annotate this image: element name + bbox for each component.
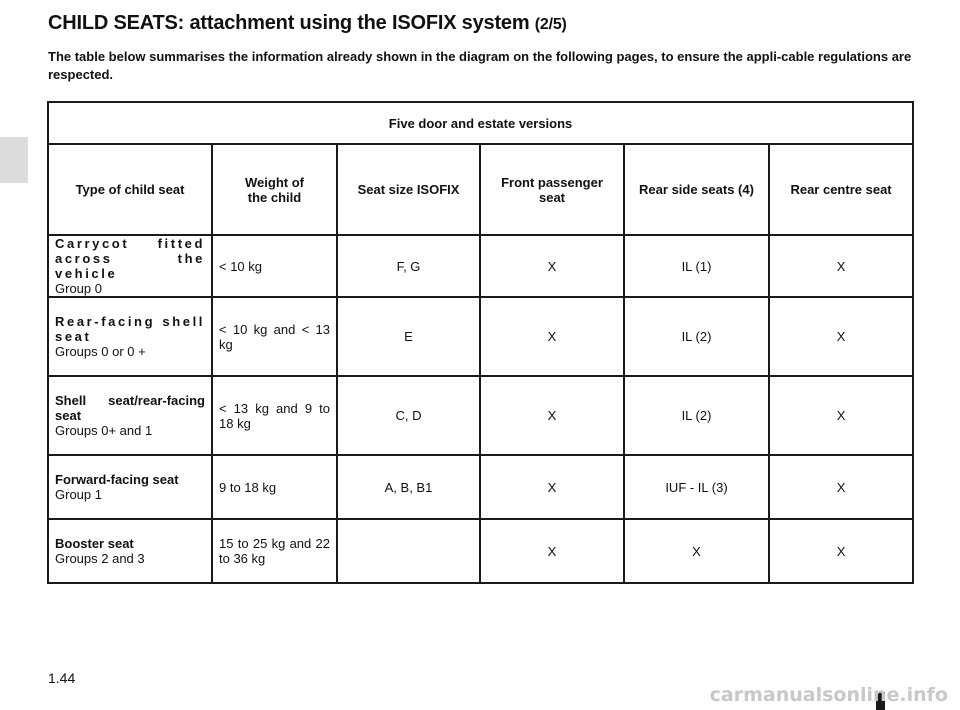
row-front: X (480, 376, 624, 455)
type-group: Group 0 (55, 281, 102, 296)
col-header-type: Type of child seat (48, 144, 212, 235)
row-front: X (480, 519, 624, 583)
row-weight: 15 to 25 kg and 22 to 36 kg (212, 519, 337, 583)
row-size: F, G (337, 235, 480, 297)
table-row (48, 376, 913, 455)
row-rear-centre: X (769, 235, 913, 297)
row-rear-centre: X (769, 376, 913, 455)
page-title (48, 12, 567, 35)
row-weight: < 10 kg (212, 235, 337, 297)
type-group: Groups 0 or 0 + (55, 344, 146, 359)
row-rear-centre: X (769, 455, 913, 519)
row-type (48, 235, 212, 297)
col-header-rear-side: Rear side seats (4) (624, 144, 769, 235)
table-row (48, 519, 913, 583)
page-title-part: (2/5) (534, 16, 567, 33)
col-header-rear-centre: Rear centre seat (769, 144, 913, 235)
type-group: Groups 2 and 3 (55, 551, 145, 566)
type-name: Carrycot fitted across the vehicle (55, 236, 205, 281)
table-row (48, 455, 913, 519)
row-rear-side: IL (2) (624, 297, 769, 376)
table-row (48, 235, 913, 297)
row-rear-side: IL (1) (624, 235, 769, 297)
row-weight: 9 to 18 kg (212, 455, 337, 519)
page-title-text: CHILD SEATS: attachment using the ISOFIX system (48, 12, 530, 34)
row-front: X (480, 455, 624, 519)
isofix-table (47, 101, 914, 584)
row-rear-side: X (624, 519, 769, 583)
intro-text: The table below summarises the information already shown in the diagram on the following pages, to ensure the appli-cable regulations are respected. (48, 49, 912, 82)
type-name: Rear-facing shell seat (55, 314, 205, 344)
row-size: A, B, B1 (337, 455, 480, 519)
col-header-size: Seat size ISOFIX (337, 144, 480, 235)
row-weight: < 13 kg and 9 to 18 kg (212, 376, 337, 455)
row-rear-centre: X (769, 519, 913, 583)
page-number: 1.44 (48, 670, 76, 686)
row-type (48, 519, 212, 583)
row-size: E (337, 297, 480, 376)
type-name: Booster seat (55, 536, 134, 551)
column-header-row (48, 144, 913, 235)
row-type (48, 376, 212, 455)
table-row (48, 297, 913, 376)
type-name: Forward-facing seat (55, 472, 179, 487)
row-type (48, 455, 212, 519)
row-rear-centre: X (769, 297, 913, 376)
type-group: Groups 0+ and 1 (55, 423, 153, 438)
col-header-weight: Weight of the child (212, 144, 337, 235)
versions-header: Five door and estate versions (48, 102, 913, 144)
versions-header-row (48, 102, 913, 144)
row-rear-side: IUF - IL (3) (624, 455, 769, 519)
row-front: X (480, 297, 624, 376)
row-type (48, 297, 212, 376)
chapter-tab (0, 137, 28, 183)
watermark: carmanualsonline.info (709, 684, 948, 706)
row-front: X (480, 235, 624, 297)
type-name: Shell seat/rear-facing seat (55, 393, 205, 423)
type-group: Group 1 (55, 487, 102, 502)
row-size: C, D (337, 376, 480, 455)
row-weight: < 10 kg and < 13 kg (212, 297, 337, 376)
row-size (337, 519, 480, 583)
row-rear-side: IL (2) (624, 376, 769, 455)
col-header-front: Front passenger seat (480, 144, 624, 235)
